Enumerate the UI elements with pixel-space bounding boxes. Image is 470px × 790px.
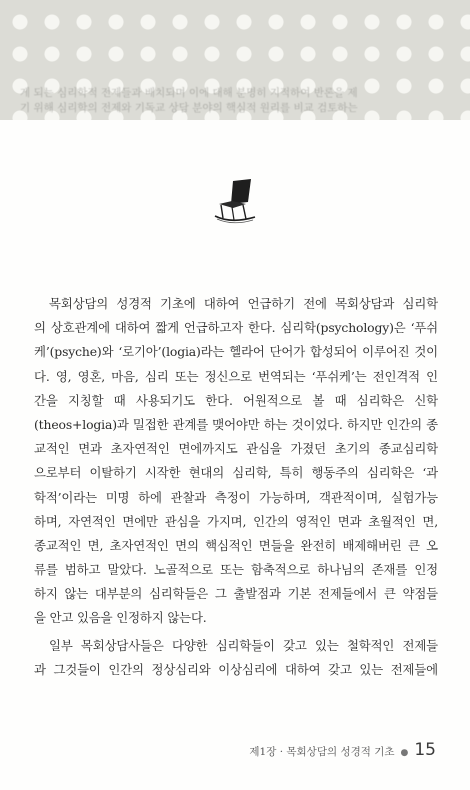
body-text bbox=[34, 292, 438, 682]
text-line: 목회상담의 성경적 기초에 대하여 언급하기 전에 목회상담과 심리학 bbox=[49, 296, 438, 311]
text-line: (theos+logia)과 밀접한 관계를 맺어야만 하는 것이었다. 하지만 인간의 종 bbox=[34, 416, 438, 432]
paragraph bbox=[34, 292, 438, 631]
page-number: 15 bbox=[414, 740, 436, 760]
header-ghost-line: 게 되는 심리학적 전제들과 배치되며 이에 대해 분명히 지적하여 반론을 제 bbox=[20, 87, 358, 99]
rocking-chair-icon bbox=[213, 178, 257, 226]
text-line: 과 그것들이 인간의 정상심리와 이상심리에 대하여 갖고 있는 전제들에 bbox=[34, 661, 438, 677]
header-ghost-text bbox=[20, 86, 450, 116]
text-line: 하지 않는 대부분의 심리학들은 그 출발점과 기본 전제들에서 큰 약점들 bbox=[34, 586, 438, 602]
header-ghost-line: 기 위해 심리학의 전제와 기독교 상담 분야의 핵심적 원리를 비교 검토하는 bbox=[20, 102, 358, 114]
text-line: 간을 지칭할 때 사용되기도 한다. 어원적으로 볼 때 심리학은 신학 bbox=[34, 392, 438, 408]
text-line: 다. 영, 영혼, 마음, 심리 또는 정신으로 번역되는 ‘푸쉬케’는 전인격적 인 bbox=[34, 368, 438, 384]
bullet-separator: ● bbox=[400, 748, 409, 758]
text-line: 교적인 면과 초자연적인 면에까지도 관심을 가졌던 초기의 종교심리학 bbox=[34, 441, 438, 457]
header-pattern-band bbox=[0, 0, 470, 120]
text-line: 케’(psyche)와 ‘로기아’(logia)라는 헬라어 단어가 합성되어 이루어진 것이 bbox=[34, 344, 438, 360]
text-line: 학적’이라는 미명 하에 관찰과 측정이 가능하며, 객관적이며, 실험가능 bbox=[34, 489, 438, 505]
text-line: 의 상호관계에 대하여 짧게 언급하고자 한다. 심리학(psychology)은 ‘푸쉬 bbox=[34, 320, 438, 336]
text-line: 류를 범하고 말았다. 노골적으로 또는 함축적으로 하나님의 존재를 인정 bbox=[34, 562, 438, 578]
paragraph bbox=[34, 634, 438, 682]
text-line: 일부 목회상담사들은 다양한 심리학들이 갖고 있는 철학적인 전제들 bbox=[49, 637, 438, 653]
text-line: 을 안고 있음을 인정하지 않는다. bbox=[34, 610, 207, 626]
text-line: 종교적인 면, 초자연적인 면의 핵심적인 면들을 완전히 배제해버린 큰 오 bbox=[34, 537, 438, 553]
page-footer bbox=[249, 740, 436, 762]
text-line: 으로부터 이탈하기 시작한 현대의 심리학, 특히 행동주의 심리학은 ‘과 bbox=[34, 465, 438, 481]
running-chapter-title: 제1장 · 목회상담의 성경적 기초 bbox=[249, 746, 395, 758]
text-line: 하며, 자연적인 면에만 관심을 가지며, 인간의 영적인 면과 초월적인 면, bbox=[34, 513, 438, 529]
